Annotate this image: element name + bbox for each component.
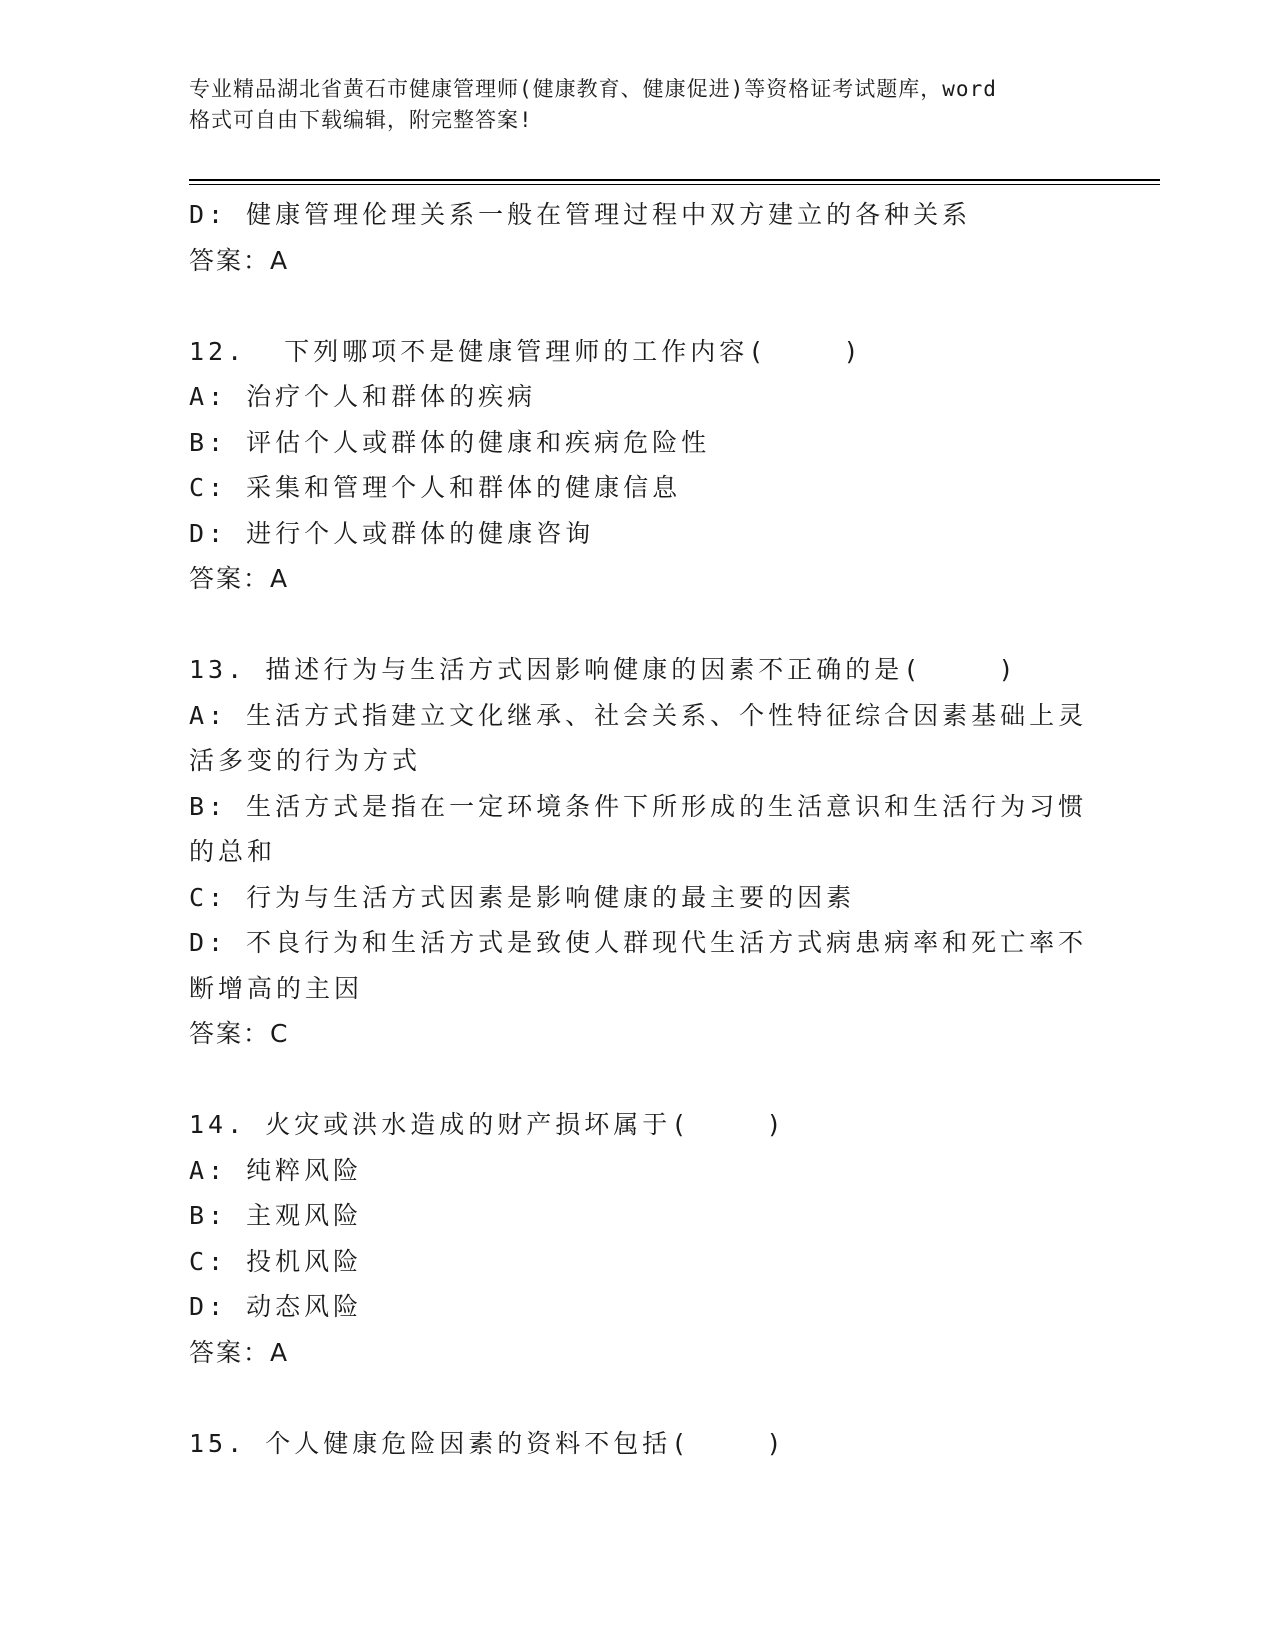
answer-line: 答案：A	[189, 564, 290, 593]
header-divider-thick	[189, 179, 1160, 181]
header-title-line-2: 格式可自由下载编辑，附完整答案!	[189, 108, 533, 132]
question-15	[189, 1421, 1089, 1467]
option-d: D: 健康管理伦理关系一般在管理过程中双方建立的各种关系	[189, 200, 972, 229]
document-header	[189, 74, 1089, 136]
option-d: D: 动态风险	[189, 1292, 363, 1321]
question-11	[189, 192, 1089, 283]
question-stem: 12. 下列哪项不是健康管理师的工作内容( )	[189, 336, 863, 366]
header-title-line-1: 专业精品湖北省黄石市健康管理师(健康教育、健康促进)等资格证考试题库，word	[189, 77, 997, 101]
spacer	[189, 283, 1089, 329]
option-a-line-1: A: 生活方式指建立文化继承、社会关系、个性特征综合因素基础上灵	[189, 700, 1088, 730]
option-b: B: 主观风险	[189, 1201, 363, 1230]
question-13	[189, 647, 1089, 1057]
option-c: C: 采集和管理个人和群体的健康信息	[189, 473, 682, 502]
option-c: C: 投机风险	[189, 1246, 363, 1276]
header-divider-thin	[189, 184, 1160, 185]
option-d-line-1: D: 不良行为和生活方式是致使人群现代生活方式病患病率和死亡率不	[189, 928, 1088, 957]
option-c: C: 行为与生活方式因素是影响健康的最主要的因素	[189, 882, 856, 912]
question-stem: 13. 描述行为与生活方式因影响健康的因素不正确的是( )	[189, 655, 1018, 684]
option-b-line-1: B: 生活方式是指在一定环境条件下所形成的生活意识和生活行为习惯	[189, 791, 1088, 821]
option-a-line-2: 活多变的行为方式	[189, 746, 422, 775]
answer-line: 答案：C	[189, 1019, 290, 1048]
option-b-line-2: 的总和	[189, 837, 277, 866]
option-d-line-2: 断增高的主因	[189, 973, 364, 1003]
option-a: A: 治疗个人和群体的疾病	[189, 382, 537, 411]
question-list	[189, 192, 1089, 1466]
answer-line: 答案：A	[189, 245, 290, 275]
answer-line: 答案：A	[189, 1337, 290, 1367]
spacer	[189, 1375, 1089, 1421]
question-14	[189, 1102, 1089, 1375]
option-b: B: 评估个人或群体的健康和疾病危险性	[189, 427, 711, 457]
question-12	[189, 329, 1089, 602]
question-stem: 15. 个人健康危险因素的资料不包括( )	[189, 1428, 786, 1458]
option-a: A: 纯粹风险	[189, 1155, 363, 1185]
spacer	[189, 602, 1089, 648]
option-d: D: 进行个人或群体的健康咨询	[189, 518, 595, 548]
question-stem: 14. 火灾或洪水造成的财产损坏属于( )	[189, 1110, 786, 1139]
spacer	[189, 1057, 1089, 1103]
